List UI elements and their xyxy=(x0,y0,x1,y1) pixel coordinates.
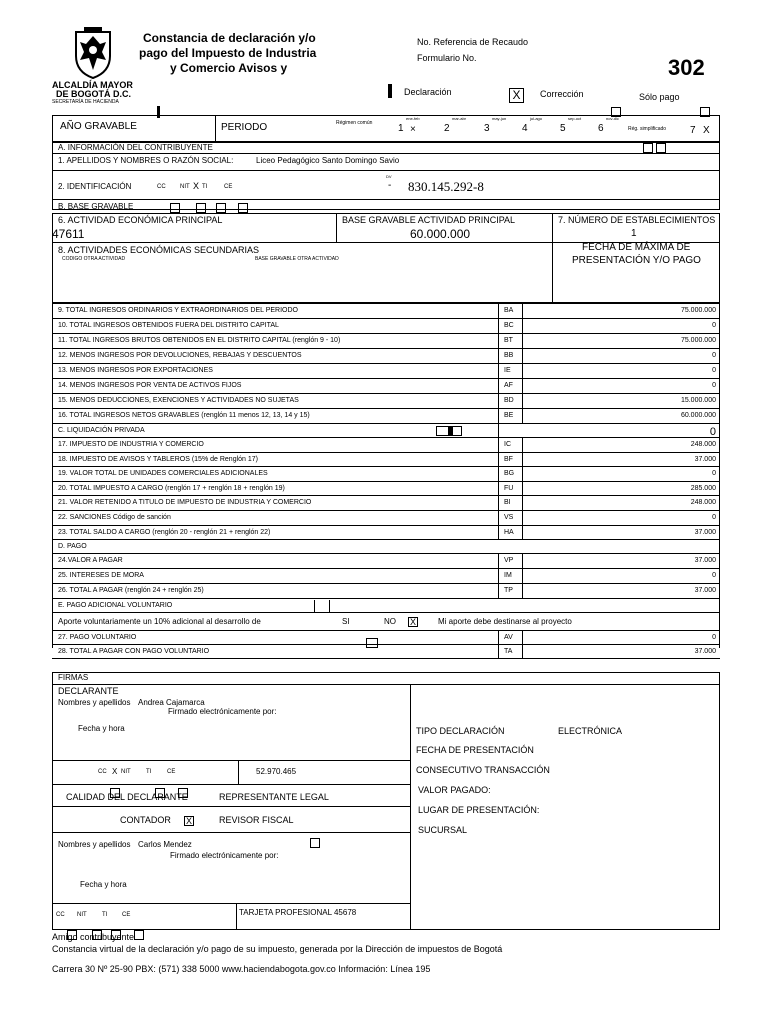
row-code: HA xyxy=(504,528,514,536)
id-nit-mark: X xyxy=(193,181,200,191)
form-title-line-2: pago del Impuesto de Industria xyxy=(139,46,317,60)
calidad-label: CALIDAD DEL DECLARANTE xyxy=(66,792,188,802)
row-divider xyxy=(498,334,499,348)
checkbox-correccion[interactable]: X xyxy=(509,88,524,103)
fecha-maxima-line-2: PRESENTACIÓN Y/O PAGO xyxy=(572,255,701,266)
calidad-checkbox-1[interactable] xyxy=(110,788,120,798)
period-months-label: jul-ago xyxy=(530,116,543,121)
row-divider xyxy=(522,409,523,423)
row-divider xyxy=(522,349,523,363)
row-code: BC xyxy=(504,322,514,329)
row-label: 28. TOTAL A PAGAR CON PAGO VOLUNTARIO xyxy=(58,648,210,655)
declarante-label: DECLARANTE xyxy=(58,686,119,696)
row-label: 12. MENOS INGRESOS POR DEVOLUCIONES, REBAJAS Y DESCUENTOS xyxy=(58,352,302,359)
period-number[interactable]: 1 xyxy=(398,123,404,134)
contador-ti: TI xyxy=(102,912,108,918)
checkbox-b2[interactable] xyxy=(196,203,206,213)
row-value[interactable]: 75.000.000 xyxy=(680,307,716,314)
period-number[interactable]: 5 xyxy=(560,123,566,134)
row-divider xyxy=(522,453,523,467)
row-code: BD xyxy=(504,397,514,404)
row-divider xyxy=(522,379,523,393)
footer-constancia: Constancia virtual de la declaración y/o pago de su impuesto, generada por la Dirección de impuestos de Bogotá xyxy=(52,944,503,954)
row-divider xyxy=(522,631,523,644)
row-code: AF xyxy=(504,382,513,389)
row-divider xyxy=(522,319,523,333)
firmas-title: FIRMAS xyxy=(58,673,89,682)
aporte-label: Aporte voluntariamente un 10% adicional al desarrollo de xyxy=(58,617,261,626)
row-value[interactable]: 0 xyxy=(712,572,716,579)
row-divider xyxy=(522,584,523,598)
regimen-comun-label: Régimen común xyxy=(336,120,373,126)
row-divider xyxy=(498,554,499,568)
form-row xyxy=(52,584,720,599)
row-code: FU xyxy=(504,484,514,492)
row-divider xyxy=(498,364,499,378)
row-divider xyxy=(498,438,499,452)
row-divider xyxy=(498,496,499,510)
simplificado-number: 7 xyxy=(690,125,696,136)
form-title-line-1: Constancia de declaración y/o xyxy=(143,31,316,45)
row-value[interactable]: 0 xyxy=(712,382,716,389)
aporte-no: NO xyxy=(384,617,396,626)
checkbox-b4[interactable] xyxy=(238,203,248,213)
row-label: 19. VALOR TOTAL DE UNIDADES COMERCIALES ADICIONALES xyxy=(58,470,268,478)
declarante-id: 52.970.465 xyxy=(256,767,297,776)
period-number[interactable]: 3 xyxy=(484,123,490,134)
nombre-value: Liceo Pedagógico Santo Domingo Savio xyxy=(256,156,400,165)
contador-nombres-label: Nombres y apellidos xyxy=(58,840,131,849)
row-label: 20. TOTAL IMPUESTO A CARGO (renglón 17 + renglón 18 + renglón 19) xyxy=(58,484,285,492)
form-row xyxy=(52,511,720,526)
periodo-label: PERIODO xyxy=(221,122,268,133)
form-row xyxy=(52,364,720,379)
form-row xyxy=(52,349,720,364)
codigo-otra-label: CODIGO OTRA ACTIVIDAD xyxy=(62,256,126,262)
row-divider xyxy=(498,453,499,467)
row-code: IC xyxy=(504,441,511,448)
id-nit-label: NIT xyxy=(180,184,190,190)
option-correccion: Corrección xyxy=(540,89,584,99)
row-label: 9. TOTAL INGRESOS ORDINARIOS Y EXTRAORDINARIOS DEL PERIODO xyxy=(58,307,298,314)
row-value[interactable]: 0 xyxy=(712,634,716,641)
declarante-fecha-hora: Fecha y hora xyxy=(78,724,125,733)
form-row xyxy=(52,379,720,394)
row-code: BG xyxy=(504,470,515,478)
footer-checkbox-4[interactable] xyxy=(134,930,144,940)
footer-direccion: Carrera 30 Nº 25-90 PBX: (571) 338 5000 www.haciendabogota.gov.co Información: Línea 195 xyxy=(52,964,431,974)
row-divider xyxy=(498,349,499,363)
form-number: 302 xyxy=(668,55,705,80)
row-label: 21. VALOR RETENIDO A TITULO DE IMPUESTO DE INDUSTRIA Y COMERCIO xyxy=(58,499,312,507)
declarante-x: X xyxy=(112,767,118,776)
marker-bar xyxy=(388,84,392,98)
form-row xyxy=(52,496,720,511)
contador-nit: NIT xyxy=(77,912,87,918)
row-divider xyxy=(522,645,523,658)
checkbox-a2[interactable] xyxy=(656,143,666,153)
row-label: 16. TOTAL INGRESOS NETOS GRAVABLES (renglón 11 menos 12, 13, 14 y 15) xyxy=(58,412,310,419)
section-e-marker-box xyxy=(314,600,330,612)
row-code: BE xyxy=(504,412,514,419)
declarante-firmado: Firmado electrónicamente por: xyxy=(168,707,277,716)
row-code: BA xyxy=(504,307,514,314)
section-d-title: D. PAGO xyxy=(58,543,87,550)
row-label: 22. SANCIONES Código de sanción xyxy=(58,514,171,521)
row-label: 14. MENOS INGRESOS POR VENTA DE ACTIVOS FIJOS xyxy=(58,382,242,389)
section-c-title: C. LIQUIDACIÓN PRIVADA xyxy=(58,427,145,434)
form-row xyxy=(52,438,720,453)
form-row xyxy=(52,569,720,584)
section-a-title: A. INFORMACIÓN DEL CONTRIBUYENTE xyxy=(58,143,213,152)
row-label: 13. MENOS INGRESOS POR EXPORTACIONES xyxy=(58,367,213,374)
row-value[interactable]: 37.000 xyxy=(694,648,716,655)
row-divider xyxy=(498,319,499,333)
simplificado-mark: X xyxy=(703,125,710,136)
nombre-label: 1. APELLIDOS Y NOMBRES O RAZÓN SOCIAL: xyxy=(58,156,234,165)
declarante-name: Andrea Cajamarca xyxy=(138,698,205,707)
row-value[interactable]: 248.000 xyxy=(690,499,716,507)
row-code: BI xyxy=(504,499,511,507)
row-divider xyxy=(498,482,499,496)
num-establecimientos-value: 1 xyxy=(631,228,637,239)
row-divider xyxy=(522,364,523,378)
bogota-coat-of-arms-logo xyxy=(70,26,116,80)
logo-department: SECRETARÍA DE HACIENDA xyxy=(52,99,119,105)
period-number[interactable]: 6 xyxy=(598,123,604,134)
row-value[interactable]: 15.000.000 xyxy=(680,397,716,404)
option-solo-pago: Sólo pago xyxy=(639,92,680,102)
footer-checkbox-3[interactable] xyxy=(111,930,121,940)
section-c-value: 0 xyxy=(709,426,716,438)
id-cc-label: CC xyxy=(157,184,166,190)
row-code: VS xyxy=(504,514,514,521)
period-number[interactable]: 4 xyxy=(522,123,528,134)
contador-firmado: Firmado electrónicamente por: xyxy=(170,851,279,860)
tarjeta-profesional: TARJETA PROFESIONAL 45678 xyxy=(239,908,357,917)
contador-cc: CC xyxy=(56,912,65,918)
row-divider xyxy=(498,394,499,408)
row-code: BF xyxy=(504,455,513,463)
tipo-declaracion-value: ELECTRÓNICA xyxy=(558,726,623,736)
section-c-header xyxy=(52,424,720,438)
base-gravable-label: BASE GRAVABLE ACTIVIDAD PRINCIPAL xyxy=(342,215,516,225)
period-months-label: mar-abr xyxy=(452,116,467,121)
declarante-nit: NIT xyxy=(121,769,131,775)
period-row xyxy=(52,115,720,142)
section-e-title: E. PAGO ADICIONAL VOLUNTARIO xyxy=(58,602,173,609)
form-row xyxy=(52,319,720,334)
row-label: 27. PAGO VOLUNTARIO xyxy=(58,634,137,641)
reference-label: No. Referencia de Recaudo xyxy=(417,37,529,47)
period-mark: × xyxy=(410,124,416,135)
contador-fecha-hora: Fecha y hora xyxy=(80,880,127,889)
row-divider xyxy=(498,467,499,481)
actividad-principal-label: 6. ACTIVIDAD ECONÓMICA PRINCIPAL xyxy=(58,215,223,225)
row-label: 18. IMPUESTO DE AVISOS Y TABLEROS (15% de Renglón 17) xyxy=(58,455,258,463)
row-value[interactable]: 37.000 xyxy=(694,557,716,564)
section-e-header xyxy=(52,599,720,613)
aporte-destino: Mi aporte debe destinarse al proyecto xyxy=(438,617,572,626)
period-months-label: nov-dic xyxy=(606,116,619,121)
row-code: AV xyxy=(504,634,513,641)
option-declaracion: Declaración xyxy=(404,87,452,97)
period-months-label: sep-oct xyxy=(568,116,582,121)
form-row xyxy=(52,482,720,497)
row-divider xyxy=(522,511,523,525)
row-divider xyxy=(498,569,499,583)
checkbox-b3[interactable] xyxy=(216,203,226,213)
row-code: BT xyxy=(504,337,513,344)
declarante-ti: TI xyxy=(146,769,152,775)
row-label: 10. TOTAL INGRESOS OBTENIDOS FUERA DEL DISTRITO CAPITAL xyxy=(58,322,279,329)
checkbox-a1[interactable] xyxy=(643,143,653,153)
row-label: 24.VALOR A PAGAR xyxy=(58,557,123,564)
row-value[interactable]: 37.000 xyxy=(694,455,716,463)
id-ti-label: TI xyxy=(202,184,208,190)
row-code: IM xyxy=(504,572,512,579)
row-divider xyxy=(498,511,499,525)
logo-city-name-2: DE BOGOTÁ D.C. xyxy=(56,89,132,99)
footer-amigo: Amigo contribuyente xyxy=(52,932,135,942)
id-ce-label: CE xyxy=(224,184,233,190)
declarante-nombres-label: Nombres y apellidos xyxy=(58,698,131,707)
aporte-si: SI xyxy=(342,617,350,626)
row-value[interactable]: 60.000.000 xyxy=(680,412,716,419)
row-divider xyxy=(498,526,499,540)
num-establecimientos-label: 7. NÚMERO DE ESTABLECIMIENTOS xyxy=(558,215,716,225)
row-label: 11. TOTAL INGRESOS BRUTOS OBTENIDOS EN EL DISTRITO CAPITAL (renglón 9 - 10) xyxy=(58,337,341,344)
row-value[interactable]: 248.000 xyxy=(690,441,716,448)
section-b-title: B. BASE GRAVABLE xyxy=(58,202,134,211)
form-row xyxy=(52,554,720,569)
row-label: 23. TOTAL SALDO A CARGO (renglón 20 - renglón 21 + renglón 22) xyxy=(58,528,271,536)
row-code: TA xyxy=(504,648,513,655)
row-divider xyxy=(522,569,523,583)
row-divider xyxy=(522,482,523,496)
form-number-label: Formulario No. xyxy=(417,53,477,63)
period-months-label: ene-feb xyxy=(406,116,420,121)
row-divider xyxy=(522,334,523,348)
secundarias-label: 8. ACTIVIDADES ECONÓMICAS SECUNDARIAS xyxy=(58,245,260,255)
row-value[interactable]: 0 xyxy=(712,352,716,359)
footer-checkbox-1[interactable] xyxy=(67,930,77,940)
row-value[interactable]: 0 xyxy=(712,322,716,329)
row-code: IE xyxy=(504,367,511,374)
checkbox-b1[interactable] xyxy=(170,203,180,213)
contador-label: CONTADOR xyxy=(120,815,171,825)
declarante-cc: CC xyxy=(98,769,107,775)
form-title-line-3: y Comercio Avisos y xyxy=(170,61,288,75)
representante-legal: REPRESENTANTE LEGAL xyxy=(219,792,329,802)
row-divider xyxy=(522,304,523,318)
contador-checkbox[interactable]: X xyxy=(185,816,192,826)
section-d-header xyxy=(52,540,720,554)
row-value[interactable]: 0 xyxy=(712,367,716,374)
row-label: 17. IMPUESTO DE INDUSTRIA Y COMERCIO xyxy=(58,441,204,448)
row-code: BB xyxy=(504,352,514,359)
form-row xyxy=(52,645,720,659)
row-code: VP xyxy=(504,557,514,564)
row-divider xyxy=(498,584,499,598)
fecha-maxima-line-1: FECHA DE MÁXIMA DE xyxy=(582,242,691,253)
form-row xyxy=(52,304,720,319)
form-row xyxy=(52,631,720,645)
row-label: 15. MENOS DEDUCCIONES, EXENCIONES Y ACTIVIDADES NO SUJETAS xyxy=(58,397,299,404)
tipo-declaracion-label: TIPO DECLARACIÓN xyxy=(416,726,505,736)
logo-city-name: ALCALDÍA MAYOR xyxy=(52,80,133,90)
valor-pagado-label: VALOR PAGADO: xyxy=(418,785,491,795)
consecutivo-label: CONSECUTIVO TRANSACCIÓN xyxy=(416,765,550,775)
ano-gravable-label: AÑO GRAVABLE xyxy=(60,121,137,132)
form-row xyxy=(52,394,720,409)
contador-sign-checkbox[interactable] xyxy=(310,838,320,848)
aporte-no-checkbox[interactable]: X xyxy=(409,617,416,627)
row-divider xyxy=(522,394,523,408)
aporte-row xyxy=(52,613,720,631)
declarante-ce: CE xyxy=(167,769,176,775)
calidad-checkbox-3[interactable] xyxy=(178,788,188,798)
row-value[interactable]: 0 xyxy=(712,470,716,478)
row-divider xyxy=(498,304,499,318)
row-value[interactable]: 75.000.000 xyxy=(680,337,716,344)
period-months-label: may-jun xyxy=(492,116,507,121)
row-label: 25. INTERESES DE MORA xyxy=(58,572,144,579)
row-divider xyxy=(498,409,499,423)
regimen-simplificado-label: Rég. simplificado xyxy=(628,126,667,132)
form-row xyxy=(52,409,720,424)
row-value[interactable]: 285.000 xyxy=(690,484,716,492)
dv-label: DV xyxy=(386,174,392,179)
form-row xyxy=(52,453,720,468)
id-value: 830.145.292-8 xyxy=(408,179,484,194)
contador-ce: CE xyxy=(122,912,131,918)
contador-name: Carlos Mendez xyxy=(138,840,192,849)
form-row xyxy=(52,334,720,349)
form-row xyxy=(52,526,720,541)
lugar-presentacion-label: LUGAR DE PRESENTACIÓN: xyxy=(418,805,540,815)
checkbox-e-bottom[interactable] xyxy=(366,638,378,648)
row-value[interactable]: 0 xyxy=(712,514,716,521)
row-value[interactable]: 37.000 xyxy=(694,587,716,594)
row-divider xyxy=(522,526,523,540)
row-divider xyxy=(522,438,523,452)
calidad-checkbox-2[interactable] xyxy=(155,788,165,798)
row-value[interactable]: 37.000 xyxy=(694,528,716,536)
base-otra-label: BASE GRAVABLE OTRA ACTIVIDAD xyxy=(255,256,339,262)
row-divider xyxy=(498,645,499,658)
row-divider xyxy=(522,496,523,510)
sucursal-label: SUCURSAL xyxy=(418,825,468,835)
row-code: TP xyxy=(504,587,513,594)
actividad-principal-value: 47611 xyxy=(52,227,85,241)
footer-checkbox-2[interactable] xyxy=(92,930,102,940)
row-divider xyxy=(498,631,499,644)
row-divider xyxy=(498,379,499,393)
id-dash: - xyxy=(388,180,392,191)
row-divider xyxy=(522,554,523,568)
row-label: 26. TOTAL A PAGAR (renglón 24 + renglón 25) xyxy=(58,587,204,594)
revisor-fiscal: REVISOR FISCAL xyxy=(219,815,294,825)
period-number[interactable]: 2 xyxy=(444,123,450,134)
row-divider xyxy=(522,467,523,481)
fecha-presentacion-label: FECHA DE PRESENTACIÓN xyxy=(416,745,534,755)
form-row xyxy=(52,467,720,482)
identificacion-label: 2. IDENTIFICACIÓN xyxy=(58,182,132,191)
base-gravable-value: 60.000.000 xyxy=(410,227,471,241)
